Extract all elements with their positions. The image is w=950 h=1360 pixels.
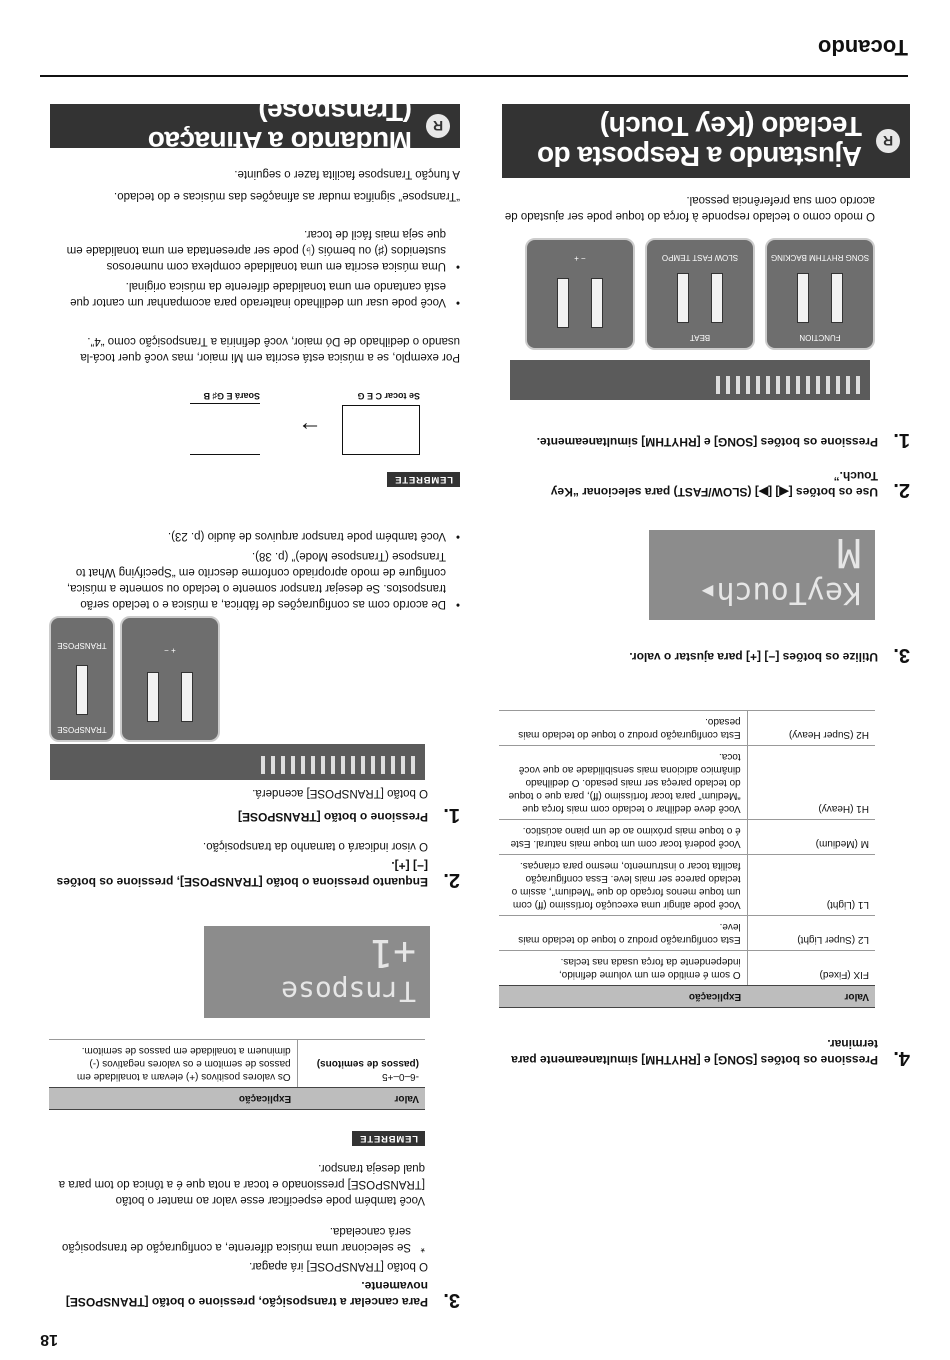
section-title-band-transpose — [50, 96, 460, 157]
zoom-label: − + — [574, 254, 586, 263]
lembrete-text-2: Você também pode especificar esse valor ao manter o botão [TRANSPOSE] pressionado e tocar a nota que é a tônica do tom para a qual deseja transpor. — [58, 1162, 425, 1206]
section-title-key-touch: Ajustando a Resposta do Teclado (Key Touch) — [537, 111, 862, 172]
lcd-display-transpose: Trnspose +1 — [204, 926, 430, 1018]
lembrete-notes — [50, 528, 460, 612]
panel-zoom-slow-fast — [645, 238, 755, 350]
key-touch-table — [499, 710, 875, 1008]
keyboard-panel-illustration-right — [50, 744, 425, 780]
table-row: FIX (Fixed) O som é emitido em um volume definido, independente da força usada nas teclas. — [499, 951, 875, 986]
section-title-band-key-touch — [502, 104, 910, 178]
list-item: • Você também pode transpor arquivos de áudio (p. 23). — [167, 530, 460, 542]
table-row: -6–0–+5 (passos de semitons) Os valores positivos (+) elevam a tonalidade em passos de semitom e os valores negativos (-) diminuem a tonalidade em passos de semitom. — [49, 1040, 425, 1088]
table-header-value: Valor — [297, 1088, 425, 1110]
transpose-example: Por exemplo, se a música está escrita em Mi maior, mas você quer tocá-la usando o dedilhado de Dó maior, você definiria a Transposição como “4”. — [80, 335, 460, 363]
panel-zoom-plus-minus — [525, 238, 635, 350]
panel-zoom-song-rhythm — [765, 238, 875, 350]
lembrete-badge-2: LEMBRETE — [352, 1131, 425, 1149]
zoom-label: TRANSPOSE — [57, 725, 107, 734]
section-title-transpose: Mudando a Afinação (Transpose) — [148, 96, 412, 157]
panel-zoom-plus-minus-right — [120, 616, 220, 742]
transpose-bullets — [50, 226, 460, 310]
table-header-explanation: Explicação — [49, 1088, 297, 1110]
table-row: H1 (Heavy) Você deve dedilhar o teclado com mais força que “Medium” para tocar fortíssimo (ff), para que o toque do teclado pareça ser mais pesado. O dedilhado dinâmico adiciona mais sensibilidade ao que você toca. — [499, 746, 875, 820]
keyboard-keys-illustration — [342, 405, 420, 455]
transpose-step-2: 2. Enquanto pressiona o botão [TRANSPOSE], pressione os botões [−] [+]. O visor indicará o tamanho da transposição. — [56, 840, 460, 891]
keyboard-panel-illustration — [510, 360, 870, 400]
table-row: L1 (Light) Você pode atingir uma execução fortíssimo (ff) com um toque menos forçado do que “Medium”, assim o teclado parece ser mais leve. Essa configuração facilita tocar o instrumento, mesmo para crianças. — [499, 855, 875, 916]
transpose-intro: “Transpose” significa mudar as afinações das músicas e do teclado. A função Transpose facilita fazer o seguinte. — [113, 168, 460, 202]
table-header-value: Valor — [747, 986, 875, 1008]
footnote: * Se selecionar uma música diferente, a configuração de transposição será cancelada. — [61, 1225, 425, 1253]
header-rule — [40, 75, 908, 77]
key-touch-step-4: 4. Pressione os botões [SONG] e [RHYTHM] simultaneamente para terminar. — [511, 1037, 910, 1069]
zoom-label: BEAT — [689, 333, 711, 342]
play-label: Se tocar C E G — [357, 391, 420, 401]
zoom-label: TRANSPOSE — [57, 641, 107, 650]
r-badge-icon: R — [876, 129, 900, 153]
transpose-table — [49, 1039, 425, 1110]
r-badge-icon: R — [426, 114, 450, 138]
transpose-step-3: 3. Para cancelar a transposição, pressione o botão [TRANSPOSE] novamente. O botão [TRANSPOSE] irá apagar. — [65, 1260, 460, 1311]
list-item: • Você pode usar um dedilhado inalterado para acompanhar um cantor que está cantando em uma tonalidade diferente da música original. — [70, 280, 460, 308]
list-item: • De acordo com as configurações de fábrica, a música e o teclado serão transpostos. Se desejar transpor somente o teclado ou somente a música, configure de modo apropriado conforme descrito em “Specifying What to Transpose (Transpose Mode)” (p. 38). — [66, 550, 460, 610]
key-touch-step-2: 2. Use os botões [◀] [▶] (SLOW/FAST) para selecionar “Key Touch.” — [550, 469, 910, 501]
panel-zoom-transpose — [49, 616, 115, 742]
zoom-label: FUNCTION — [799, 333, 841, 342]
table-cell-range: -6–0–+5 (passos de semitons) — [297, 1040, 425, 1088]
transpose-step-1: 1. Pressione o botão [TRANSPOSE] O botão [TRANSPOSE] acenderá. — [237, 787, 460, 826]
table-row: H2 (Super Heavy) Esta configuração produz o toque do teclado mais pesado. — [499, 711, 875, 746]
list-item: • Uma música escrita em uma tonalidade complexa com numerosos sustenidos (♯) ou bemóis (♭) pode ser apresentada em uma tonalidade em que seja mais fácil de tocar. — [66, 228, 460, 272]
transpose-example-illustration — [40, 375, 420, 465]
key-touch-step-3: 3. Utilize os botões [−] [+] para ajustar o valor. — [629, 644, 910, 666]
arrow-left-icon: → — [298, 416, 322, 443]
zoom-label: + − — [164, 646, 176, 655]
table-row: L2 (Super Light) Esta configuração produz o toque do teclado mais leve. — [499, 916, 875, 951]
zoom-label: SLOW FAST TEMPO — [661, 253, 739, 262]
lembrete-badge: LEMBRETE — [387, 472, 460, 490]
key-touch-step-1: 1. Pressione os botões [SONG] e [RHYTHM] simultaneamente. — [536, 429, 910, 451]
lcd-display-key-touch: KeyTouch▸ M — [649, 530, 875, 620]
sound-label: Soará E G♯ B — [203, 391, 260, 401]
staff-notation-illustration — [190, 403, 260, 455]
page-number: 18 — [40, 1331, 58, 1348]
table-header-explanation: Explicação — [499, 986, 747, 1008]
table-row: M (Medium) Você poderá tocar com um toque mais natural. Este é o toque mais próximo ao de um piano acústico. — [499, 820, 875, 855]
zoom-label: SONG RHYTHM BACKING — [770, 253, 870, 262]
key-touch-intro: O modo como o teclado responde à força do toque pode ser ajustado de acordo com sua preferência pessoal. — [504, 194, 875, 222]
section-label: Tocando — [817, 35, 908, 60]
